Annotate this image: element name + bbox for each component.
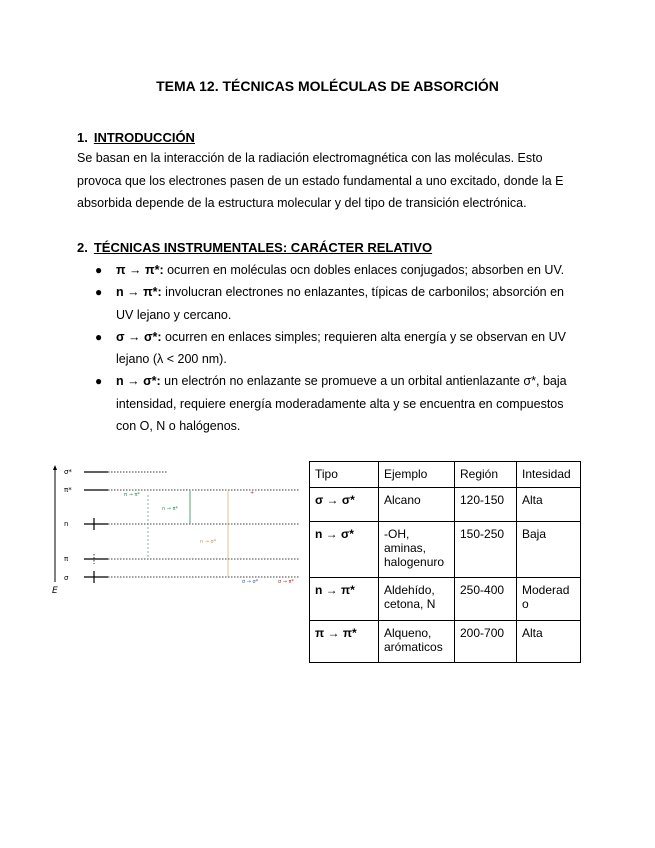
table-cell: Moderad o [517, 578, 581, 621]
list-item-text: ocurren en moléculas ocn dobles enlaces conjugados; absorben en UV. [163, 263, 565, 277]
list-item-text: un electrón no enlazante se promueve a un orbital antienlazante σ*, baja [160, 374, 567, 389]
table-cell: 200-700 [455, 621, 517, 663]
table-cell: 150-250 [455, 522, 517, 578]
level-label-sigma: σ [64, 574, 69, 582]
table-row [310, 522, 581, 578]
section-1-heading [77, 130, 195, 145]
section-2-heading [77, 240, 432, 255]
table-cell: 120-150 [455, 488, 517, 522]
list-item-text: ocurren en enlaces simples; requieren alta energía y se observan en UV [161, 329, 566, 344]
transition-arrow-label: σ → σ* [242, 579, 259, 585]
section-1-number: 1. [77, 130, 88, 145]
table-header-row [310, 462, 581, 488]
list-item [95, 281, 590, 326]
paragraph-line: Se basan en la interacción de la radiación electromagnética con las moléculas. Esto [77, 151, 543, 165]
table-cell-type: n → π* [310, 578, 379, 621]
table-cell: 250-400 [455, 578, 517, 621]
list-item-text: involucran electrones no enlazantes, típicas de carbonilos; absorción en [161, 285, 565, 300]
transition-arrow-label: π → π* [124, 492, 140, 498]
table-row [310, 621, 581, 663]
table-cell: Baja [517, 522, 581, 578]
table-cell-type: n → σ* [310, 522, 379, 578]
list-item [95, 259, 590, 281]
bullet-icon: ● [95, 285, 103, 300]
list-item-text: intensidad, requiere energía moderadamente alta y se encuentra en compuestos [116, 396, 564, 411]
energy-level-diagram [50, 462, 305, 594]
transition-marker: + [250, 490, 255, 496]
level-label-sigma-star: σ* [64, 468, 72, 476]
bullet-icon: ● [95, 329, 103, 344]
page-title: TEMA 12. TÉCNICAS MOLÉCULAS DE ABSORCIÓN [156, 78, 499, 94]
table-cell-type: σ → σ* [310, 488, 379, 522]
table-header-cell: Intesidad [517, 462, 581, 488]
transition-arrow-label: n → σ* [200, 539, 217, 545]
section-1-title: INTRODUCCIÓN [93, 130, 195, 145]
table-cell: Aldehído, cetona, N [379, 578, 455, 621]
transition-label: n → π*: [116, 285, 162, 300]
list-item-text: con O, N o halógenos. [116, 419, 241, 434]
level-label-pi-star: π* [64, 486, 72, 494]
list-item [95, 370, 590, 437]
transition-label: π → π*: [116, 263, 164, 277]
list-item [95, 326, 590, 371]
energy-axis-arrow-icon [53, 465, 57, 470]
list-item-text: UV lejano y cercano. [116, 307, 232, 322]
bullet-icon: ● [95, 263, 103, 277]
table-row [310, 488, 581, 522]
transition-arrow-label: n → π* [162, 506, 179, 512]
transition-label: σ → σ*: [116, 329, 162, 344]
table-header-cell: Región [455, 462, 517, 488]
section-2-title: TÉCNICAS INSTRUMENTALES: CARÁCTER RELATIVO [93, 240, 433, 255]
transition-list [95, 259, 590, 437]
table-header-cell: Tipo [310, 462, 379, 488]
section-2-number: 2. [77, 240, 88, 255]
paragraph-line: absorbida depende de la estructura molecular y del tipo de transición electrónica. [77, 196, 527, 210]
table-cell: Alta [517, 621, 581, 663]
transition-table [309, 461, 581, 663]
table-cell: -OH, aminas, halogenuro [379, 522, 455, 578]
section-1-paragraph [77, 147, 587, 215]
table-cell-type: π → π* [310, 621, 379, 663]
level-label-n: n [64, 520, 69, 528]
table-header-cell: Ejemplo [379, 462, 455, 488]
level-label-pi: π [64, 555, 69, 563]
table-row [310, 578, 581, 621]
table-cell: Alcano [379, 488, 455, 522]
table-cell: Alqueno, arómaticos [379, 621, 455, 663]
transition-arrow-label: σ → π* [278, 579, 295, 585]
list-item-text: lejano (λ < 200 nm). [116, 352, 227, 367]
bullet-icon: ● [95, 374, 103, 389]
transition-label: n → σ*: [116, 374, 161, 389]
table-cell: Alta [517, 488, 581, 522]
energy-axis-label: E [52, 586, 58, 594]
paragraph-line: provoca que los electrones pasen de un estado fundamental a uno excitado, donde la E [77, 173, 564, 188]
